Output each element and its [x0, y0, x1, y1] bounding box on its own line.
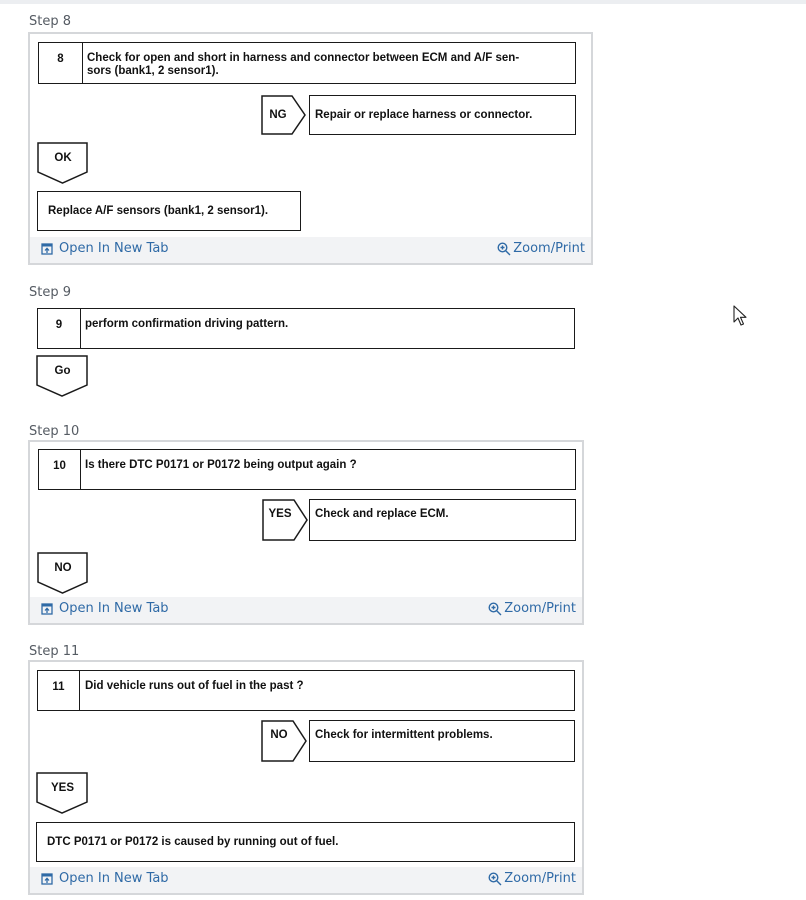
zoom-print-label: Zoom/Print — [513, 241, 585, 256]
go-tag-label: Go — [54, 365, 71, 377]
replace-sensors-box — [37, 191, 301, 231]
step-11-label: Step 11 — [29, 644, 80, 659]
step-11-diagram — [28, 660, 584, 895]
step-11-footer — [30, 867, 582, 893]
open-in-new-tab-label: Open In New Tab — [59, 871, 169, 886]
zoom-in-icon — [488, 602, 502, 616]
zoom-print-link[interactable] — [497, 241, 585, 256]
step-question: perform confirmation driving pattern. — [85, 318, 289, 330]
step-8-label: Step 8 — [29, 14, 72, 29]
step-question: Check for open and short in harness and connector between ECM and A/F sen- sors (bank1, 2 sensor1). — [87, 52, 520, 77]
step-number: 11 — [38, 671, 80, 710]
open-in-new-tab-link[interactable] — [41, 241, 169, 256]
no-tag-label: NO — [54, 562, 72, 574]
intermittent-box — [309, 720, 575, 762]
step-question: Is there DTC P0171 or P0172 being output again ? — [85, 459, 357, 471]
replace-ecm-box — [309, 499, 576, 541]
open-in-new-tab-link[interactable] — [41, 601, 169, 616]
step-number: 10 — [39, 450, 81, 489]
step-box — [38, 42, 576, 84]
zoom-in-icon — [488, 872, 502, 886]
open-in-new-tab-link[interactable] — [41, 871, 169, 886]
replace-ecm-text: Check and replace ECM. — [315, 508, 449, 520]
zoom-in-icon — [497, 242, 511, 256]
step-number: 8 — [39, 43, 83, 83]
open-in-new-tab-label: Open In New Tab — [59, 241, 169, 256]
repair-action-box — [309, 95, 576, 135]
step-8-footer — [30, 237, 591, 263]
step-box — [37, 670, 575, 711]
step-8-diagram — [28, 32, 593, 265]
no-arrow-tag — [261, 720, 308, 762]
step-9-label: Step 9 — [29, 285, 72, 300]
intermittent-text: Check for intermittent problems. — [315, 729, 493, 741]
replace-sensors-text: Replace A/F sensors (bank1, 2 sensor1). — [48, 205, 269, 217]
top-bar — [0, 0, 806, 4]
yes-arrow-tag — [262, 499, 309, 541]
no-tag-label: NO — [270, 729, 288, 741]
step-number: 9 — [38, 309, 81, 348]
repair-action-text: Repair or replace harness or connector. — [315, 109, 533, 121]
open-new-tab-icon — [41, 243, 53, 255]
ok-tag-label: OK — [54, 152, 72, 164]
ng-tag-label: NG — [269, 109, 287, 121]
open-new-tab-icon — [41, 603, 53, 615]
fuel-result-box — [36, 822, 575, 862]
zoom-print-label: Zoom/Print — [504, 871, 576, 886]
open-in-new-tab-label: Open In New Tab — [59, 601, 169, 616]
zoom-print-label: Zoom/Print — [504, 601, 576, 616]
zoom-print-link[interactable] — [488, 601, 576, 616]
fuel-result-text: DTC P0171 or P0172 is caused by running out of fuel. — [47, 836, 339, 848]
yes-tag-label: YES — [50, 782, 74, 794]
step-box — [37, 308, 575, 349]
step-10-label: Step 10 — [29, 424, 80, 439]
step-10-diagram — [28, 440, 584, 625]
zoom-print-link[interactable] — [488, 871, 576, 886]
yes-tag-label: YES — [268, 508, 292, 520]
mouse-pointer-icon — [733, 305, 749, 327]
step-question: Did vehicle runs out of fuel in the past ? — [85, 680, 304, 692]
open-new-tab-icon — [41, 873, 53, 885]
step-box — [38, 449, 576, 490]
step-10-footer — [30, 597, 582, 623]
